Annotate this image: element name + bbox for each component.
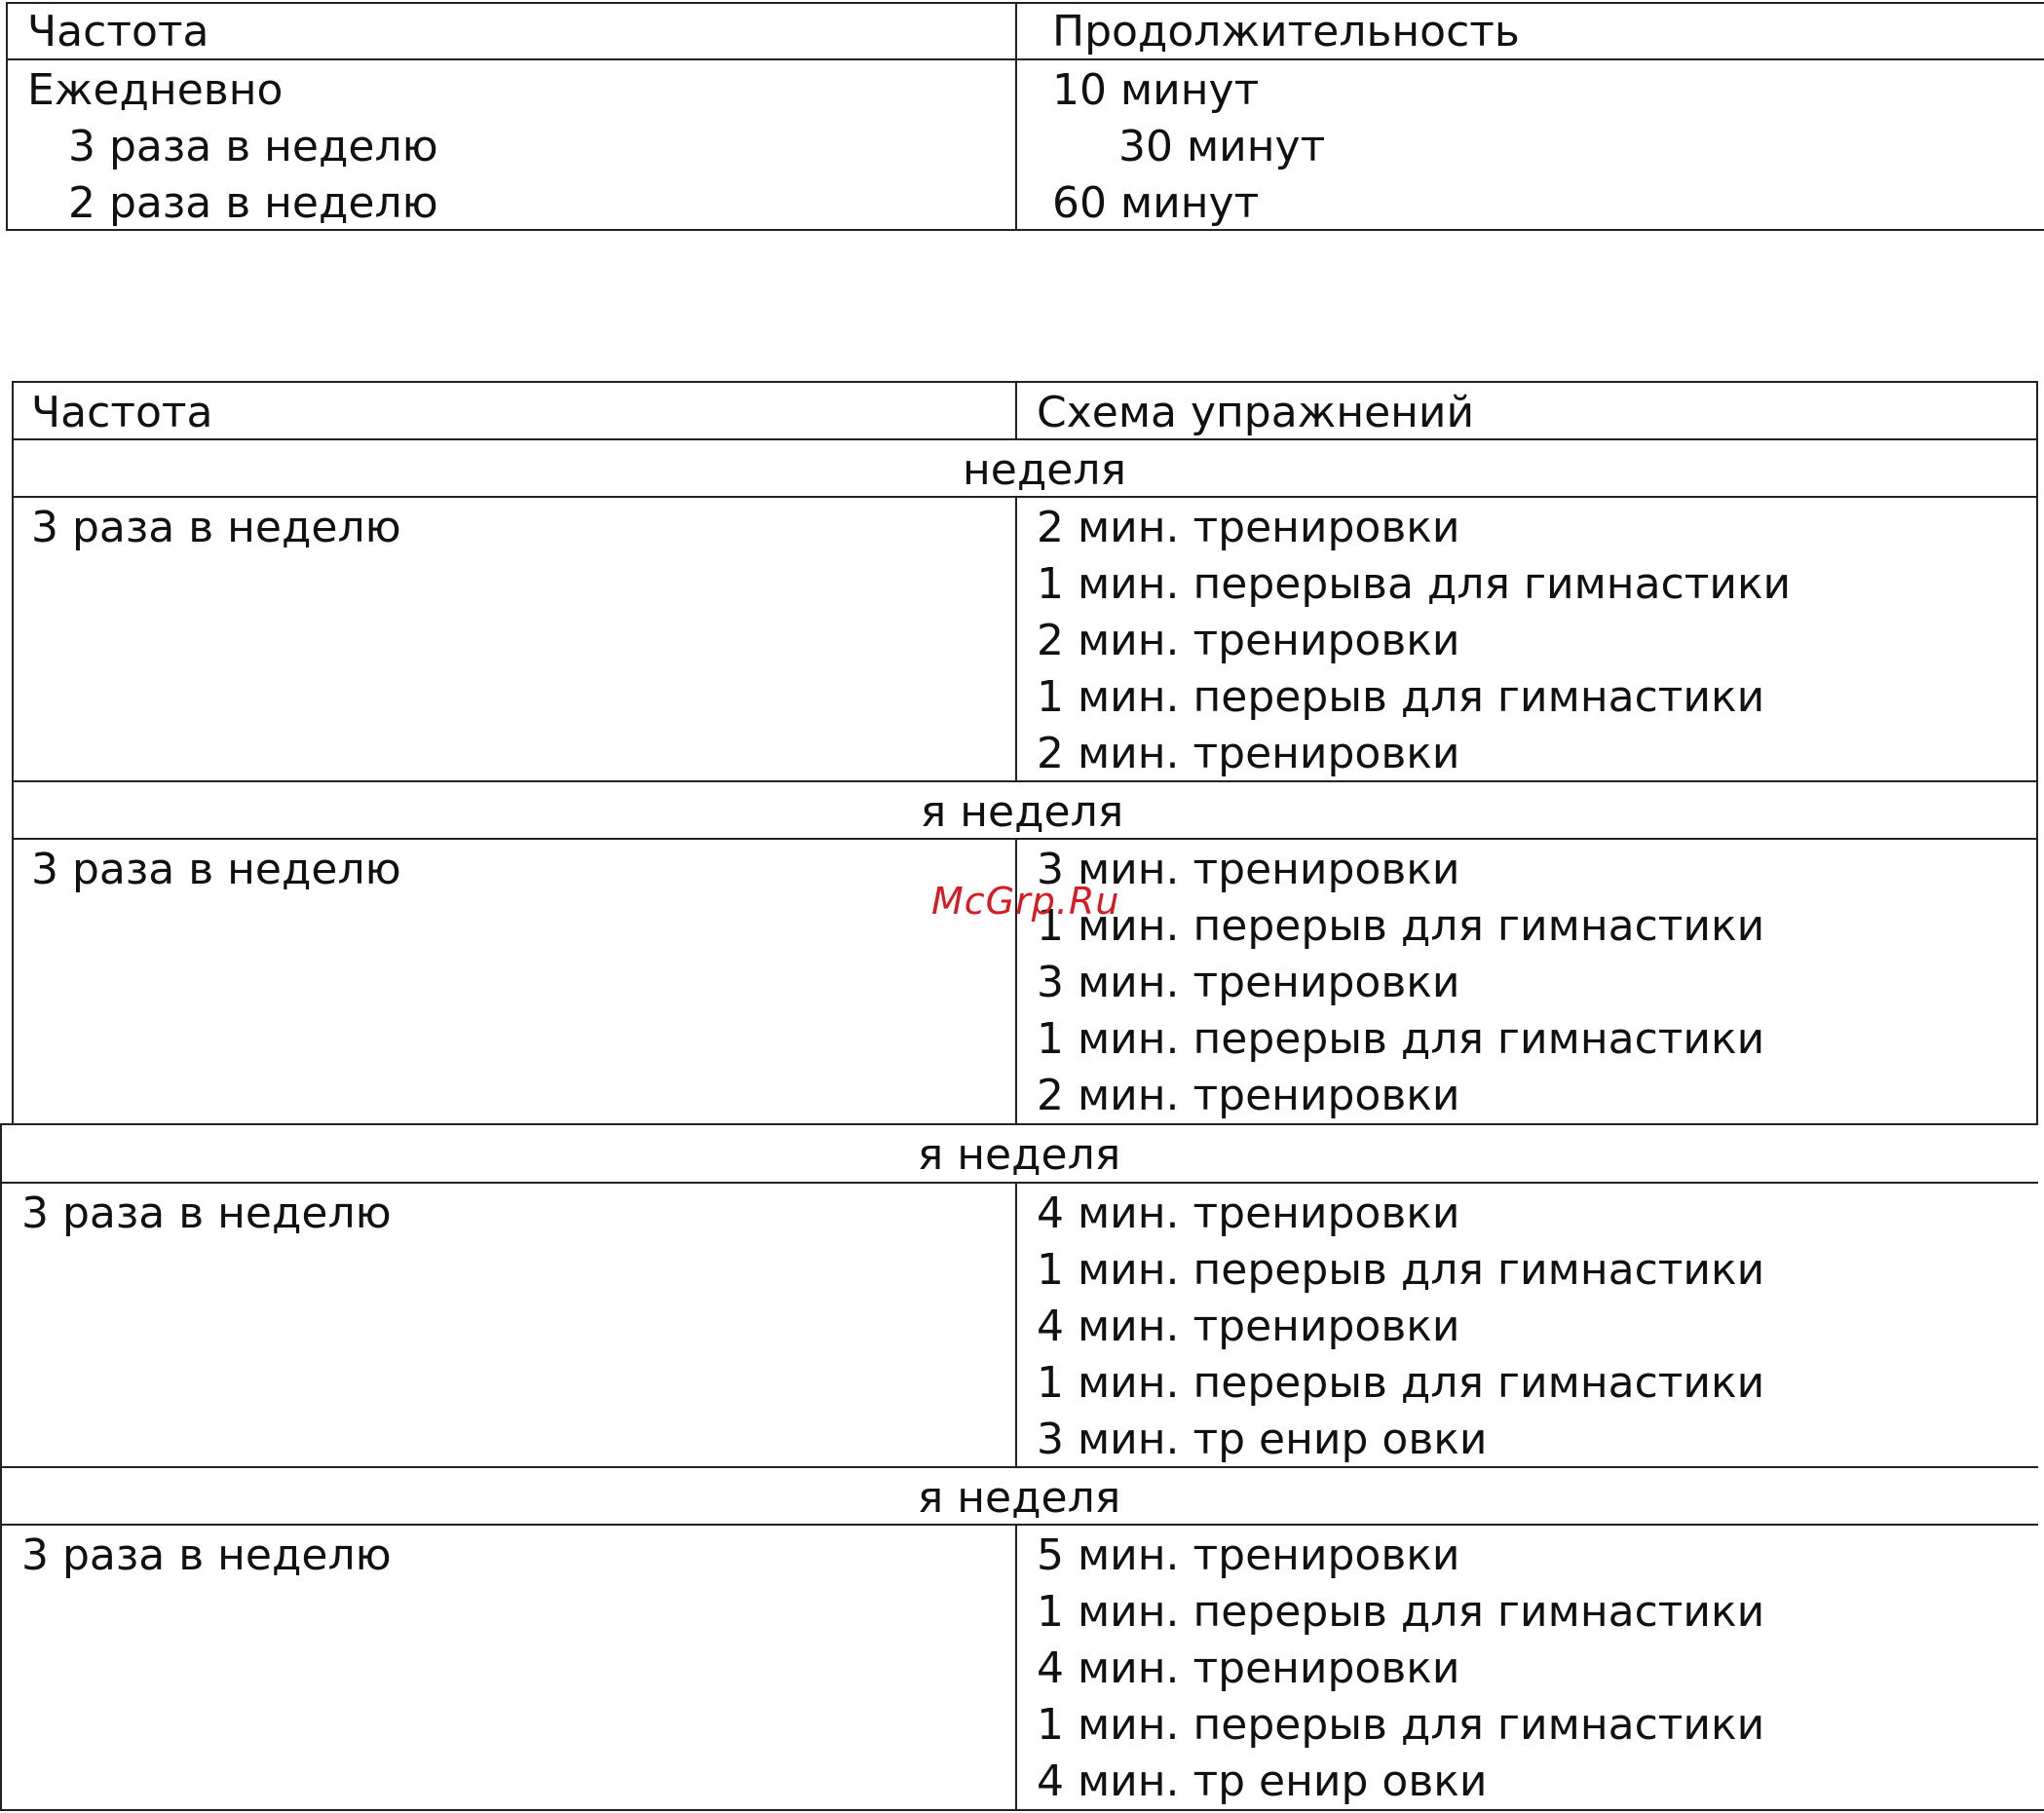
scheme-step: 3 мин. тренировки: [1037, 845, 1460, 894]
table1-row-duration: 60 минут: [1052, 178, 1260, 228]
week-label: я неделя: [920, 787, 1124, 837]
scheme-step: 1 мин. перерыв для гимнастики: [1037, 901, 1765, 951]
table1-row-frequency: Ежедневно: [27, 65, 284, 115]
table2-column-divider: [1015, 1524, 1017, 1811]
scheme-step: 1 мин. перерыв для гимнастики: [1037, 672, 1765, 722]
scheme-step: 4 мин. тренировки: [1037, 1643, 1460, 1693]
scheme-step: 1 мин. перерыв для гимнастики: [1037, 1587, 1765, 1637]
scheme-step: 2 мин. тренировки: [1037, 729, 1460, 778]
table2-week-divider: [0, 1466, 2038, 1468]
table1-top-border: [6, 2, 2044, 4]
scheme-step: 4 мин. тренировки: [1037, 1302, 1460, 1351]
scheme-step: 2 мин. тренировки: [1037, 1071, 1460, 1120]
week-label: я неделя: [917, 1473, 1121, 1523]
scheme-step: 4 мин. тр енир овки: [1037, 1756, 1488, 1806]
scheme-step: 1 мин. перерыв для гимнастики: [1037, 1245, 1765, 1295]
watermark: McGrp.Ru: [931, 880, 1120, 923]
table2-column-divider: [1015, 381, 1017, 440]
scheme-step: 4 мин. тренировки: [1037, 1189, 1460, 1238]
table1-header-duration: Продолжительность: [1052, 7, 1520, 57]
week-label: я неделя: [917, 1130, 1121, 1180]
scheme-step: 5 мин. тренировки: [1037, 1530, 1460, 1580]
table2-header-divider: [12, 438, 2038, 440]
table1-column-divider: [1015, 2, 1017, 231]
table2-header-frequency: Частота: [31, 388, 213, 437]
table2-column-divider: [1015, 1182, 1017, 1468]
table2-left-border: [0, 1123, 2, 1811]
table2-header-scheme: Схема упражнений: [1037, 388, 1475, 437]
scheme-step: 1 мин. перерыв для гимнастики: [1037, 1358, 1765, 1408]
table2-week-divider: [12, 780, 2038, 782]
table1-row-frequency: 3 раза в неделю: [68, 122, 438, 171]
table1-header-divider: [6, 58, 2044, 60]
table1-row-duration: 30 минут: [1118, 122, 1326, 171]
scheme-step: 2 мин. тренировки: [1037, 616, 1460, 665]
table2-column-divider: [1015, 496, 1017, 782]
table1-header-frequency: Частота: [27, 7, 209, 57]
week-frequency: 3 раза в неделю: [21, 1530, 392, 1580]
table1-left-border: [6, 2, 8, 231]
scheme-step: 1 мин. перерыва для гимнастики: [1037, 559, 1792, 609]
table1-row-duration: 10 минут: [1052, 65, 1260, 115]
week-frequency: 3 раза в неделю: [31, 503, 401, 552]
scheme-step: 1 мин. перерыв для гимнастики: [1037, 1014, 1765, 1064]
week-frequency: 3 раза в неделю: [21, 1189, 392, 1238]
scheme-step: 1 мин. перерыв для гимнастики: [1037, 1700, 1765, 1750]
scheme-step: 3 мин. тр енир овки: [1037, 1415, 1488, 1464]
scheme-step: 3 мин. тренировки: [1037, 958, 1460, 1007]
scheme-step: 2 мин. тренировки: [1037, 503, 1460, 552]
table1-row-frequency: 2 раза в неделю: [68, 178, 438, 228]
table2-top-border: [12, 381, 2038, 383]
week-frequency: 3 раза в неделю: [31, 845, 401, 894]
week-label: неделя: [963, 445, 1126, 495]
table2-bottom-border: [0, 1809, 2044, 1811]
table2-week-divider: [0, 1123, 2038, 1125]
